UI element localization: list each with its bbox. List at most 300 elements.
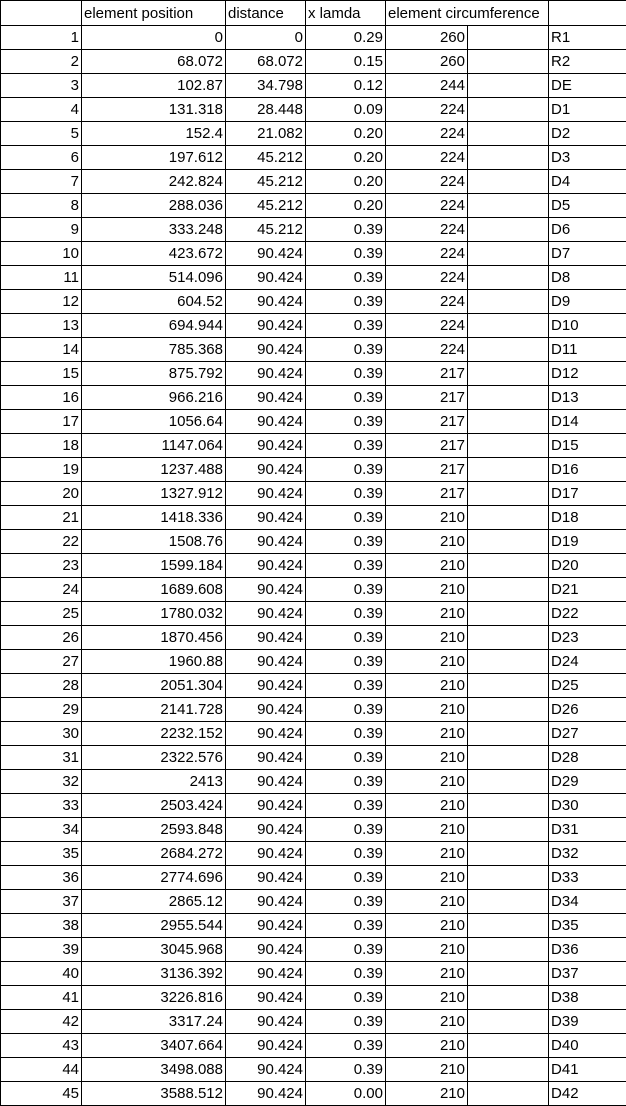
table-cell[interactable]: 0.20 xyxy=(306,194,386,218)
table-cell[interactable]: 2593.848 xyxy=(82,818,226,842)
table-cell[interactable]: 0.15 xyxy=(306,50,386,74)
table-cell[interactable]: 217 xyxy=(386,410,468,434)
table-cell[interactable]: D41 xyxy=(549,1058,626,1082)
table-cell[interactable] xyxy=(468,770,549,794)
table-cell[interactable]: 68.072 xyxy=(226,50,306,74)
row-number-cell[interactable]: 2 xyxy=(1,50,82,74)
table-cell[interactable]: 210 xyxy=(386,674,468,698)
table-cell[interactable]: 90.424 xyxy=(226,938,306,962)
table-cell[interactable]: 90.424 xyxy=(226,866,306,890)
table-cell[interactable]: 210 xyxy=(386,1034,468,1058)
table-cell[interactable]: 288.036 xyxy=(82,194,226,218)
table-cell[interactable]: 244 xyxy=(386,74,468,98)
table-cell[interactable]: 210 xyxy=(386,506,468,530)
table-cell[interactable]: 68.072 xyxy=(82,50,226,74)
table-cell[interactable]: D21 xyxy=(549,578,626,602)
row-number-cell[interactable]: 24 xyxy=(1,578,82,602)
row-number-cell[interactable]: 28 xyxy=(1,674,82,698)
table-cell[interactable]: 0.39 xyxy=(306,986,386,1010)
row-number-cell[interactable]: 23 xyxy=(1,554,82,578)
table-cell[interactable]: 1237.488 xyxy=(82,458,226,482)
table-cell[interactable]: 2232.152 xyxy=(82,722,226,746)
row-number-cell[interactable]: 20 xyxy=(1,482,82,506)
table-cell[interactable]: 90.424 xyxy=(226,1010,306,1034)
table-cell[interactable]: 0.39 xyxy=(306,890,386,914)
table-cell[interactable] xyxy=(468,98,549,122)
table-cell[interactable]: 0.39 xyxy=(306,578,386,602)
table-cell[interactable]: 28.448 xyxy=(226,98,306,122)
table-cell[interactable]: 90.424 xyxy=(226,266,306,290)
table-cell[interactable]: 2503.424 xyxy=(82,794,226,818)
table-cell[interactable]: 604.52 xyxy=(82,290,226,314)
table-cell[interactable]: 197.612 xyxy=(82,146,226,170)
table-cell[interactable]: 0.39 xyxy=(306,626,386,650)
table-cell[interactable]: 217 xyxy=(386,458,468,482)
table-cell[interactable]: 90.424 xyxy=(226,458,306,482)
table-cell[interactable]: 210 xyxy=(386,818,468,842)
table-cell[interactable]: 0.20 xyxy=(306,170,386,194)
table-cell[interactable]: 210 xyxy=(386,578,468,602)
table-cell[interactable]: 90.424 xyxy=(226,554,306,578)
table-cell[interactable]: 45.212 xyxy=(226,170,306,194)
table-cell[interactable]: 210 xyxy=(386,986,468,1010)
table-cell[interactable] xyxy=(468,338,549,362)
table-cell[interactable]: 90.424 xyxy=(226,530,306,554)
row-number-cell[interactable]: 1 xyxy=(1,26,82,50)
table-cell[interactable]: D12 xyxy=(549,362,626,386)
table-cell[interactable]: DE xyxy=(549,74,626,98)
table-cell[interactable]: 90.424 xyxy=(226,506,306,530)
table-cell[interactable]: 90.424 xyxy=(226,650,306,674)
table-cell[interactable] xyxy=(468,74,549,98)
row-number-cell[interactable]: 10 xyxy=(1,242,82,266)
table-cell[interactable]: 90.424 xyxy=(226,746,306,770)
table-cell[interactable]: 90.424 xyxy=(226,386,306,410)
table-cell[interactable]: 0.39 xyxy=(306,458,386,482)
table-cell[interactable]: 21.082 xyxy=(226,122,306,146)
table-cell[interactable]: 1508.76 xyxy=(82,530,226,554)
table-cell[interactable]: D7 xyxy=(549,242,626,266)
table-cell[interactable]: 0.39 xyxy=(306,818,386,842)
table-cell[interactable]: 966.216 xyxy=(82,386,226,410)
table-cell[interactable]: R2 xyxy=(549,50,626,74)
table-cell[interactable] xyxy=(468,1082,549,1106)
row-number-cell[interactable]: 16 xyxy=(1,386,82,410)
table-cell[interactable]: D28 xyxy=(549,746,626,770)
table-cell[interactable] xyxy=(468,50,549,74)
table-cell[interactable]: 0.39 xyxy=(306,650,386,674)
row-number-cell[interactable]: 3 xyxy=(1,74,82,98)
table-cell[interactable]: 90.424 xyxy=(226,578,306,602)
table-cell[interactable] xyxy=(468,914,549,938)
table-cell[interactable]: 224 xyxy=(386,122,468,146)
table-cell[interactable] xyxy=(468,362,549,386)
table-cell[interactable]: 1780.032 xyxy=(82,602,226,626)
row-number-cell[interactable]: 35 xyxy=(1,842,82,866)
table-cell[interactable]: D32 xyxy=(549,842,626,866)
table-cell[interactable]: D22 xyxy=(549,602,626,626)
table-cell[interactable]: 210 xyxy=(386,842,468,866)
row-number-cell[interactable]: 34 xyxy=(1,818,82,842)
table-cell[interactable]: 131.318 xyxy=(82,98,226,122)
table-cell[interactable] xyxy=(468,146,549,170)
table-cell[interactable]: 45.212 xyxy=(226,194,306,218)
table-cell[interactable]: 210 xyxy=(386,866,468,890)
table-cell[interactable] xyxy=(468,122,549,146)
table-cell[interactable] xyxy=(468,410,549,434)
table-cell[interactable]: 90.424 xyxy=(226,698,306,722)
header-cell[interactable] xyxy=(1,1,82,26)
table-cell[interactable]: 1418.336 xyxy=(82,506,226,530)
table-cell[interactable] xyxy=(468,650,549,674)
table-cell[interactable]: 210 xyxy=(386,890,468,914)
table-cell[interactable]: 210 xyxy=(386,554,468,578)
table-cell[interactable]: 1599.184 xyxy=(82,554,226,578)
table-cell[interactable]: 0.39 xyxy=(306,242,386,266)
table-cell[interactable]: 210 xyxy=(386,914,468,938)
table-cell[interactable]: 0.39 xyxy=(306,962,386,986)
table-cell[interactable] xyxy=(468,626,549,650)
table-cell[interactable]: 152.4 xyxy=(82,122,226,146)
table-cell[interactable]: 3317.24 xyxy=(82,1010,226,1034)
table-cell[interactable]: 90.424 xyxy=(226,674,306,698)
table-cell[interactable]: D14 xyxy=(549,410,626,434)
table-cell[interactable]: 210 xyxy=(386,1082,468,1106)
table-cell[interactable]: 2955.544 xyxy=(82,914,226,938)
table-cell[interactable] xyxy=(468,434,549,458)
table-cell[interactable]: 90.424 xyxy=(226,842,306,866)
row-number-cell[interactable]: 26 xyxy=(1,626,82,650)
table-cell[interactable]: 210 xyxy=(386,794,468,818)
row-number-cell[interactable]: 25 xyxy=(1,602,82,626)
table-cell[interactable]: 2865.12 xyxy=(82,890,226,914)
table-cell[interactable]: 0.39 xyxy=(306,722,386,746)
table-cell[interactable]: 0.29 xyxy=(306,26,386,50)
table-cell[interactable]: 0.39 xyxy=(306,770,386,794)
table-cell[interactable]: 0.39 xyxy=(306,218,386,242)
table-cell[interactable]: 217 xyxy=(386,362,468,386)
table-cell[interactable] xyxy=(468,890,549,914)
table-cell[interactable]: 90.424 xyxy=(226,242,306,266)
table-cell[interactable]: D16 xyxy=(549,458,626,482)
table-cell[interactable]: 90.424 xyxy=(226,338,306,362)
table-cell[interactable]: D25 xyxy=(549,674,626,698)
row-number-cell[interactable]: 6 xyxy=(1,146,82,170)
table-cell[interactable]: 90.424 xyxy=(226,410,306,434)
row-number-cell[interactable]: 40 xyxy=(1,962,82,986)
table-cell[interactable]: 210 xyxy=(386,962,468,986)
table-cell[interactable] xyxy=(468,1058,549,1082)
row-number-cell[interactable]: 9 xyxy=(1,218,82,242)
table-cell[interactable]: 694.944 xyxy=(82,314,226,338)
table-cell[interactable]: 224 xyxy=(386,170,468,194)
row-number-cell[interactable]: 42 xyxy=(1,1010,82,1034)
table-cell[interactable]: 2141.728 xyxy=(82,698,226,722)
table-cell[interactable] xyxy=(468,1034,549,1058)
table-cell[interactable]: D34 xyxy=(549,890,626,914)
table-cell[interactable]: 224 xyxy=(386,314,468,338)
table-cell[interactable]: 0.39 xyxy=(306,842,386,866)
row-number-cell[interactable]: 14 xyxy=(1,338,82,362)
row-number-cell[interactable]: 7 xyxy=(1,170,82,194)
table-cell[interactable] xyxy=(468,554,549,578)
table-cell[interactable]: 3226.816 xyxy=(82,986,226,1010)
table-cell[interactable]: D19 xyxy=(549,530,626,554)
table-cell[interactable]: D29 xyxy=(549,770,626,794)
table-cell[interactable]: 0.39 xyxy=(306,554,386,578)
table-cell[interactable]: D38 xyxy=(549,986,626,1010)
table-cell[interactable]: 0.12 xyxy=(306,74,386,98)
table-cell[interactable]: 260 xyxy=(386,26,468,50)
table-cell[interactable]: 1960.88 xyxy=(82,650,226,674)
table-cell[interactable] xyxy=(468,698,549,722)
table-cell[interactable]: D35 xyxy=(549,914,626,938)
table-cell[interactable]: 90.424 xyxy=(226,986,306,1010)
table-cell[interactable]: 0.39 xyxy=(306,530,386,554)
row-number-cell[interactable]: 19 xyxy=(1,458,82,482)
table-cell[interactable]: 210 xyxy=(386,770,468,794)
table-cell[interactable]: 3136.392 xyxy=(82,962,226,986)
table-cell[interactable] xyxy=(468,506,549,530)
table-cell[interactable]: D4 xyxy=(549,170,626,194)
table-cell[interactable] xyxy=(468,602,549,626)
table-cell[interactable]: 260 xyxy=(386,50,468,74)
row-number-cell[interactable]: 13 xyxy=(1,314,82,338)
table-cell[interactable]: 90.424 xyxy=(226,482,306,506)
table-cell[interactable]: D23 xyxy=(549,626,626,650)
table-cell[interactable]: 224 xyxy=(386,242,468,266)
table-cell[interactable] xyxy=(468,458,549,482)
table-cell[interactable]: 210 xyxy=(386,530,468,554)
table-cell[interactable]: 90.424 xyxy=(226,722,306,746)
table-cell[interactable]: D10 xyxy=(549,314,626,338)
table-cell[interactable]: 224 xyxy=(386,338,468,362)
table-cell[interactable]: 224 xyxy=(386,146,468,170)
table-cell[interactable]: 785.368 xyxy=(82,338,226,362)
table-cell[interactable]: 0.39 xyxy=(306,314,386,338)
table-cell[interactable]: D8 xyxy=(549,266,626,290)
table-cell[interactable]: 1689.608 xyxy=(82,578,226,602)
table-cell[interactable]: 210 xyxy=(386,626,468,650)
table-cell[interactable]: 3498.088 xyxy=(82,1058,226,1082)
table-cell[interactable]: 0 xyxy=(226,26,306,50)
table-cell[interactable]: 90.424 xyxy=(226,1034,306,1058)
table-cell[interactable]: 242.824 xyxy=(82,170,226,194)
table-cell[interactable]: 2684.272 xyxy=(82,842,226,866)
table-cell[interactable] xyxy=(468,314,549,338)
row-number-cell[interactable]: 4 xyxy=(1,98,82,122)
row-number-cell[interactable]: 38 xyxy=(1,914,82,938)
table-cell[interactable]: 90.424 xyxy=(226,290,306,314)
table-cell[interactable]: 90.424 xyxy=(226,314,306,338)
table-cell[interactable]: 45.212 xyxy=(226,218,306,242)
table-cell[interactable]: 0.39 xyxy=(306,1010,386,1034)
table-cell[interactable] xyxy=(468,746,549,770)
header-cell[interactable]: x lamda xyxy=(306,1,386,26)
table-cell[interactable]: D13 xyxy=(549,386,626,410)
table-cell[interactable]: 0.39 xyxy=(306,482,386,506)
table-cell[interactable]: 0.39 xyxy=(306,290,386,314)
table-cell[interactable]: 217 xyxy=(386,482,468,506)
table-cell[interactable] xyxy=(468,818,549,842)
table-cell[interactable]: 0.39 xyxy=(306,506,386,530)
row-number-cell[interactable]: 18 xyxy=(1,434,82,458)
table-cell[interactable]: 0.39 xyxy=(306,362,386,386)
table-cell[interactable]: 0.09 xyxy=(306,98,386,122)
row-number-cell[interactable]: 15 xyxy=(1,362,82,386)
table-cell[interactable]: 1870.456 xyxy=(82,626,226,650)
table-cell[interactable]: 1056.64 xyxy=(82,410,226,434)
table-cell[interactable]: D20 xyxy=(549,554,626,578)
table-cell[interactable]: D37 xyxy=(549,962,626,986)
table-cell[interactable] xyxy=(468,722,549,746)
table-cell[interactable] xyxy=(468,674,549,698)
table-cell[interactable]: 90.424 xyxy=(226,914,306,938)
table-cell[interactable]: D2 xyxy=(549,122,626,146)
table-cell[interactable] xyxy=(468,962,549,986)
table-cell[interactable]: 2413 xyxy=(82,770,226,794)
table-cell[interactable]: 0.20 xyxy=(306,146,386,170)
table-cell[interactable]: 210 xyxy=(386,650,468,674)
table-cell[interactable]: 224 xyxy=(386,266,468,290)
table-cell[interactable] xyxy=(468,866,549,890)
table-cell[interactable]: 34.798 xyxy=(226,74,306,98)
table-cell[interactable]: 90.424 xyxy=(226,962,306,986)
table-cell[interactable]: 333.248 xyxy=(82,218,226,242)
table-cell[interactable]: 0.39 xyxy=(306,1058,386,1082)
table-cell[interactable]: 0.39 xyxy=(306,698,386,722)
table-cell[interactable]: 210 xyxy=(386,722,468,746)
table-cell[interactable]: 90.424 xyxy=(226,770,306,794)
row-number-cell[interactable]: 21 xyxy=(1,506,82,530)
table-cell[interactable]: 210 xyxy=(386,698,468,722)
table-cell[interactable]: D3 xyxy=(549,146,626,170)
table-cell[interactable] xyxy=(468,26,549,50)
table-cell[interactable] xyxy=(468,794,549,818)
table-cell[interactable]: 90.424 xyxy=(226,1082,306,1106)
table-cell[interactable]: 0 xyxy=(82,26,226,50)
table-cell[interactable] xyxy=(468,938,549,962)
row-number-cell[interactable]: 29 xyxy=(1,698,82,722)
table-cell[interactable]: 0.39 xyxy=(306,386,386,410)
table-cell[interactable]: D42 xyxy=(549,1082,626,1106)
table-cell[interactable]: 90.424 xyxy=(226,434,306,458)
row-number-cell[interactable]: 8 xyxy=(1,194,82,218)
table-cell[interactable]: D9 xyxy=(549,290,626,314)
table-cell[interactable]: 2774.696 xyxy=(82,866,226,890)
table-cell[interactable]: 224 xyxy=(386,98,468,122)
table-cell[interactable]: 0.39 xyxy=(306,602,386,626)
header-cell[interactable] xyxy=(549,1,626,26)
table-cell[interactable]: 45.212 xyxy=(226,146,306,170)
table-cell[interactable] xyxy=(468,266,549,290)
table-cell[interactable]: D30 xyxy=(549,794,626,818)
row-number-cell[interactable]: 5 xyxy=(1,122,82,146)
table-cell[interactable]: D1 xyxy=(549,98,626,122)
table-cell[interactable]: 224 xyxy=(386,218,468,242)
table-cell[interactable]: 210 xyxy=(386,1058,468,1082)
table-cell[interactable]: 90.424 xyxy=(226,890,306,914)
table-cell[interactable]: D5 xyxy=(549,194,626,218)
row-number-cell[interactable]: 39 xyxy=(1,938,82,962)
table-cell[interactable]: 3588.512 xyxy=(82,1082,226,1106)
header-cell[interactable]: element position xyxy=(82,1,226,26)
table-cell[interactable]: D26 xyxy=(549,698,626,722)
row-number-cell[interactable]: 31 xyxy=(1,746,82,770)
table-cell[interactable]: 0.20 xyxy=(306,122,386,146)
table-cell[interactable]: 1327.912 xyxy=(82,482,226,506)
table-cell[interactable]: 2051.304 xyxy=(82,674,226,698)
table-cell[interactable]: 3407.664 xyxy=(82,1034,226,1058)
table-cell[interactable]: 90.424 xyxy=(226,794,306,818)
table-cell[interactable]: D33 xyxy=(549,866,626,890)
table-cell[interactable]: D6 xyxy=(549,218,626,242)
table-cell[interactable]: D39 xyxy=(549,1010,626,1034)
table-cell[interactable] xyxy=(468,242,549,266)
table-cell[interactable] xyxy=(468,1010,549,1034)
row-number-cell[interactable]: 22 xyxy=(1,530,82,554)
table-cell[interactable]: 514.096 xyxy=(82,266,226,290)
table-cell[interactable]: 102.87 xyxy=(82,74,226,98)
table-cell[interactable]: 210 xyxy=(386,746,468,770)
table-cell[interactable]: 217 xyxy=(386,386,468,410)
table-cell[interactable]: 90.424 xyxy=(226,818,306,842)
row-number-cell[interactable]: 36 xyxy=(1,866,82,890)
table-cell[interactable] xyxy=(468,578,549,602)
header-cell[interactable]: distance xyxy=(226,1,306,26)
table-cell[interactable] xyxy=(468,194,549,218)
row-number-cell[interactable]: 44 xyxy=(1,1058,82,1082)
table-cell[interactable]: D24 xyxy=(549,650,626,674)
table-cell[interactable]: 0.39 xyxy=(306,914,386,938)
table-cell[interactable]: D31 xyxy=(549,818,626,842)
row-number-cell[interactable]: 37 xyxy=(1,890,82,914)
table-cell[interactable]: 90.424 xyxy=(226,1058,306,1082)
table-cell[interactable]: D36 xyxy=(549,938,626,962)
table-cell[interactable]: 2322.576 xyxy=(82,746,226,770)
table-cell[interactable] xyxy=(468,386,549,410)
table-cell[interactable]: 0.39 xyxy=(306,410,386,434)
table-cell[interactable]: 0.39 xyxy=(306,338,386,362)
table-cell[interactable] xyxy=(468,842,549,866)
table-cell[interactable]: 0.39 xyxy=(306,866,386,890)
table-cell[interactable]: 224 xyxy=(386,194,468,218)
table-cell[interactable]: 0.00 xyxy=(306,1082,386,1106)
table-cell[interactable]: D15 xyxy=(549,434,626,458)
row-number-cell[interactable]: 12 xyxy=(1,290,82,314)
table-cell[interactable]: 210 xyxy=(386,938,468,962)
table-cell[interactable] xyxy=(468,986,549,1010)
table-cell[interactable] xyxy=(468,218,549,242)
row-number-cell[interactable]: 17 xyxy=(1,410,82,434)
table-cell[interactable]: 90.424 xyxy=(226,362,306,386)
table-cell[interactable]: 423.672 xyxy=(82,242,226,266)
table-cell[interactable]: 1147.064 xyxy=(82,434,226,458)
table-cell[interactable]: 210 xyxy=(386,1010,468,1034)
table-cell[interactable]: R1 xyxy=(549,26,626,50)
table-cell[interactable]: 217 xyxy=(386,434,468,458)
row-number-cell[interactable]: 30 xyxy=(1,722,82,746)
table-cell[interactable]: D17 xyxy=(549,482,626,506)
table-cell[interactable] xyxy=(468,170,549,194)
table-cell[interactable]: 0.39 xyxy=(306,266,386,290)
table-cell[interactable]: D27 xyxy=(549,722,626,746)
row-number-cell[interactable]: 33 xyxy=(1,794,82,818)
table-cell[interactable]: 0.39 xyxy=(306,794,386,818)
table-cell[interactable] xyxy=(468,290,549,314)
table-cell[interactable]: 224 xyxy=(386,290,468,314)
table-cell[interactable]: 90.424 xyxy=(226,602,306,626)
